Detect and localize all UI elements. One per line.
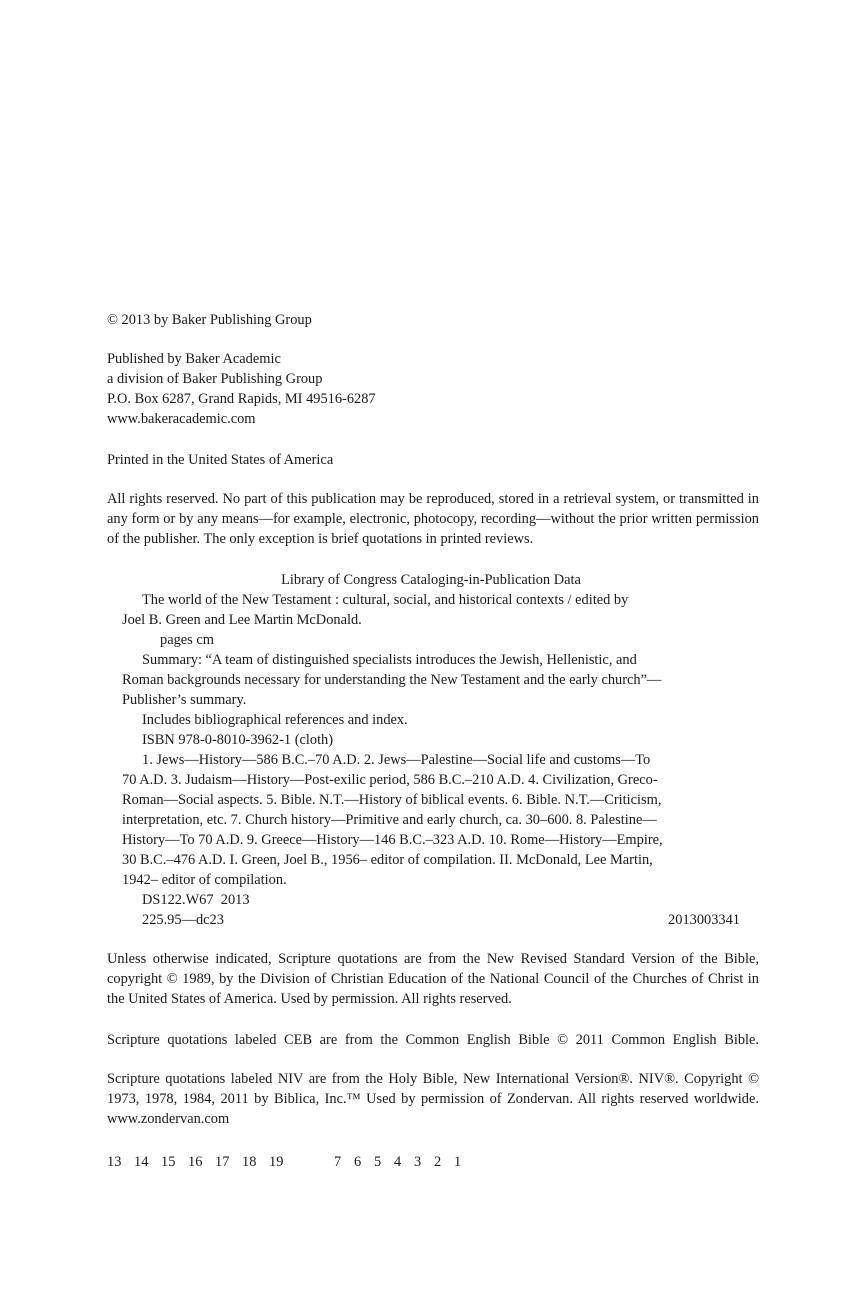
cip-subjects-line: History—To 70 A.D. 9. Greece—History—146 B.C.–323 A.D. 10. Rome—History—Empire, [122,832,663,848]
publisher-division: a division of Baker Publishing Group [107,371,323,387]
cip-subjects-line: 30 B.C.–476 A.D. I. Green, Joel B., 1956– editor of compilation. II. McDonald, Lee Martin, [122,852,653,868]
printing-number: 3 [414,1154,422,1170]
printing-year: 19 [269,1154,284,1170]
printing-number: 5 [374,1154,382,1170]
printing-year: 17 [215,1154,230,1170]
printing-year: 14 [134,1154,149,1170]
nrsv-notice: Unless otherwise indicated, Scripture quotations are from the New Revised Standard Version of the Bible, copyright © 1989, by the Division of Christian Education of the National Council of the Churches of Christ in the United States of America. Used by permission. All rights reserved. [107,951,759,1007]
cip-includes: Includes bibliographical references and index. [142,712,408,728]
printing-line [107,1152,474,1172]
cip-subjects-line: 1942– editor of compilation. [122,872,287,888]
cip-data-block [122,570,740,930]
printing-year: 13 [107,1154,122,1170]
printing-number: 7 [334,1154,342,1170]
niv-notice: Scripture quotations labeled NIV are from the Holy Bible, New International Version®. NIV®. Copyright © 1973, 1978, 1984, 2011 by Biblica, Inc.™ Used by permission of Zondervan. All rights reserved worldwide. www.zondervan.com [107,1071,759,1127]
publisher-website: www.bakeracademic.com [107,411,256,427]
cip-heading: Library of Congress Cataloging-in-Publication Data [281,572,581,588]
cip-title-line: The world of the New Testament : cultural, social, and historical contexts / edited by [142,592,629,608]
cip-pages: pages cm [160,632,214,648]
printing-year: 16 [188,1154,203,1170]
cip-dewey: 225.95—dc23 [142,912,224,928]
publisher-address: P.O. Box 6287, Grand Rapids, MI 49516-6287 [107,391,376,407]
cip-subjects-line: 70 A.D. 3. Judaism—History—Post-exilic period, 586 B.C.–210 A.D. 4. Civilization, Greco- [122,772,658,788]
cip-isbn: ISBN 978-0-8010-3962-1 (cloth) [142,732,334,748]
printing-number: 1 [454,1154,462,1170]
printing-year: 18 [242,1154,257,1170]
publisher-name: Published by Baker Academic [107,351,281,367]
cip-title-line: Joel B. Green and Lee Martin McDonald. [122,612,362,628]
printed-in: Printed in the United States of America [107,452,334,468]
cip-subjects-line: interpretation, etc. 7. Church history—Primitive and early church, ca. 30–600. 8. Palestine— [122,812,657,828]
printing-year: 15 [161,1154,176,1170]
printing-number: 6 [354,1154,362,1170]
cip-classification-row [122,910,740,930]
printing-number: 2 [434,1154,442,1170]
publisher-info [107,349,759,429]
copyright-line: © 2013 by Baker Publishing Group [107,312,312,328]
cip-summary-line: Summary: “A team of distinguished specialists introduces the Jewish, Hellenistic, and [142,652,637,668]
cip-summary-line: Publisher’s summary. [122,692,247,708]
cip-call-number: DS122.W67 2013 [142,892,250,908]
cip-summary-line: Roman backgrounds necessary for understanding the New Testament and the early church”— [122,672,662,688]
rights-reserved-notice: All rights reserved. No part of this publication may be reproduced, stored in a retrieval system, or transmitted in any form or by any means—for example, electronic, photocopy, recording—without the prior written permission of the publisher. The only exception is brief quotations in printed reviews. [107,491,759,547]
cip-subjects-line: Roman—Social aspects. 5. Bible. N.T.—History of biblical events. 6. Bible. N.T.—Criticism, [122,792,662,808]
cip-lccn: 2013003341 [668,912,740,928]
cip-subjects-line: 1. Jews—History—586 B.C.–70 A.D. 2. Jews—Palestine—Social life and customs—To [142,752,651,768]
ceb-notice: Scripture quotations labeled CEB are from the Common English Bible © 2011 Common English Bible. [107,1032,759,1048]
printing-number: 4 [394,1154,402,1170]
